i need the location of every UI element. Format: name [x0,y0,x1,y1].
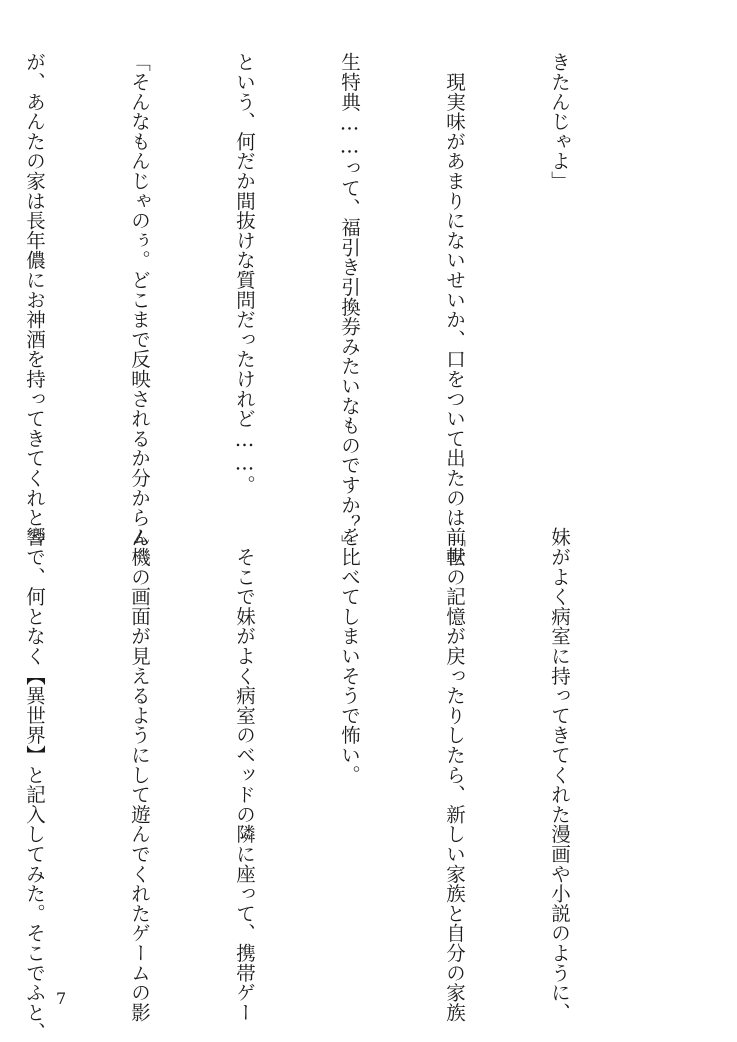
page-number: 7 [56,989,67,1008]
text-line: という、何だか間抜けな質問だったけれど……。 [233,52,256,495]
text-line: ム機の画面が見えるようにして遊んでくれたゲームの影 [128,527,151,1022]
text-line: 現実味があまりにないせいか、口をついて出たのは「転 [443,52,466,567]
text-line: 前世の記憶が戻ったりしたら、新しい家族と自分の家族 [443,527,466,1022]
text-line: が、あんたの家は長年儂にお神酒を持ってきてくれとっ [23,52,46,547]
text-line: 妹がよく病室に持ってきてくれた漫画や小説のように、 [548,527,571,1022]
text-block-top [23,52,647,567]
text-line: そこで妹がよく病室のベッドの隣に座って、携帯ゲー [233,527,256,1022]
text-line: 「そんなもんじゃのぅ。どこまで反映されるか分からん [128,52,151,547]
text-line: きたんじゃよ」 [548,52,571,191]
text-line: 響で、何となく【異世界】と記入してみた。そこでふと、 [23,527,46,1042]
text-line: 生特典……って、福引き引換券みたいなものですか？」 [338,52,361,554]
text-block-bottom [23,527,647,1042]
text-line: を比べてしまいそうで怖い。 [338,527,361,785]
